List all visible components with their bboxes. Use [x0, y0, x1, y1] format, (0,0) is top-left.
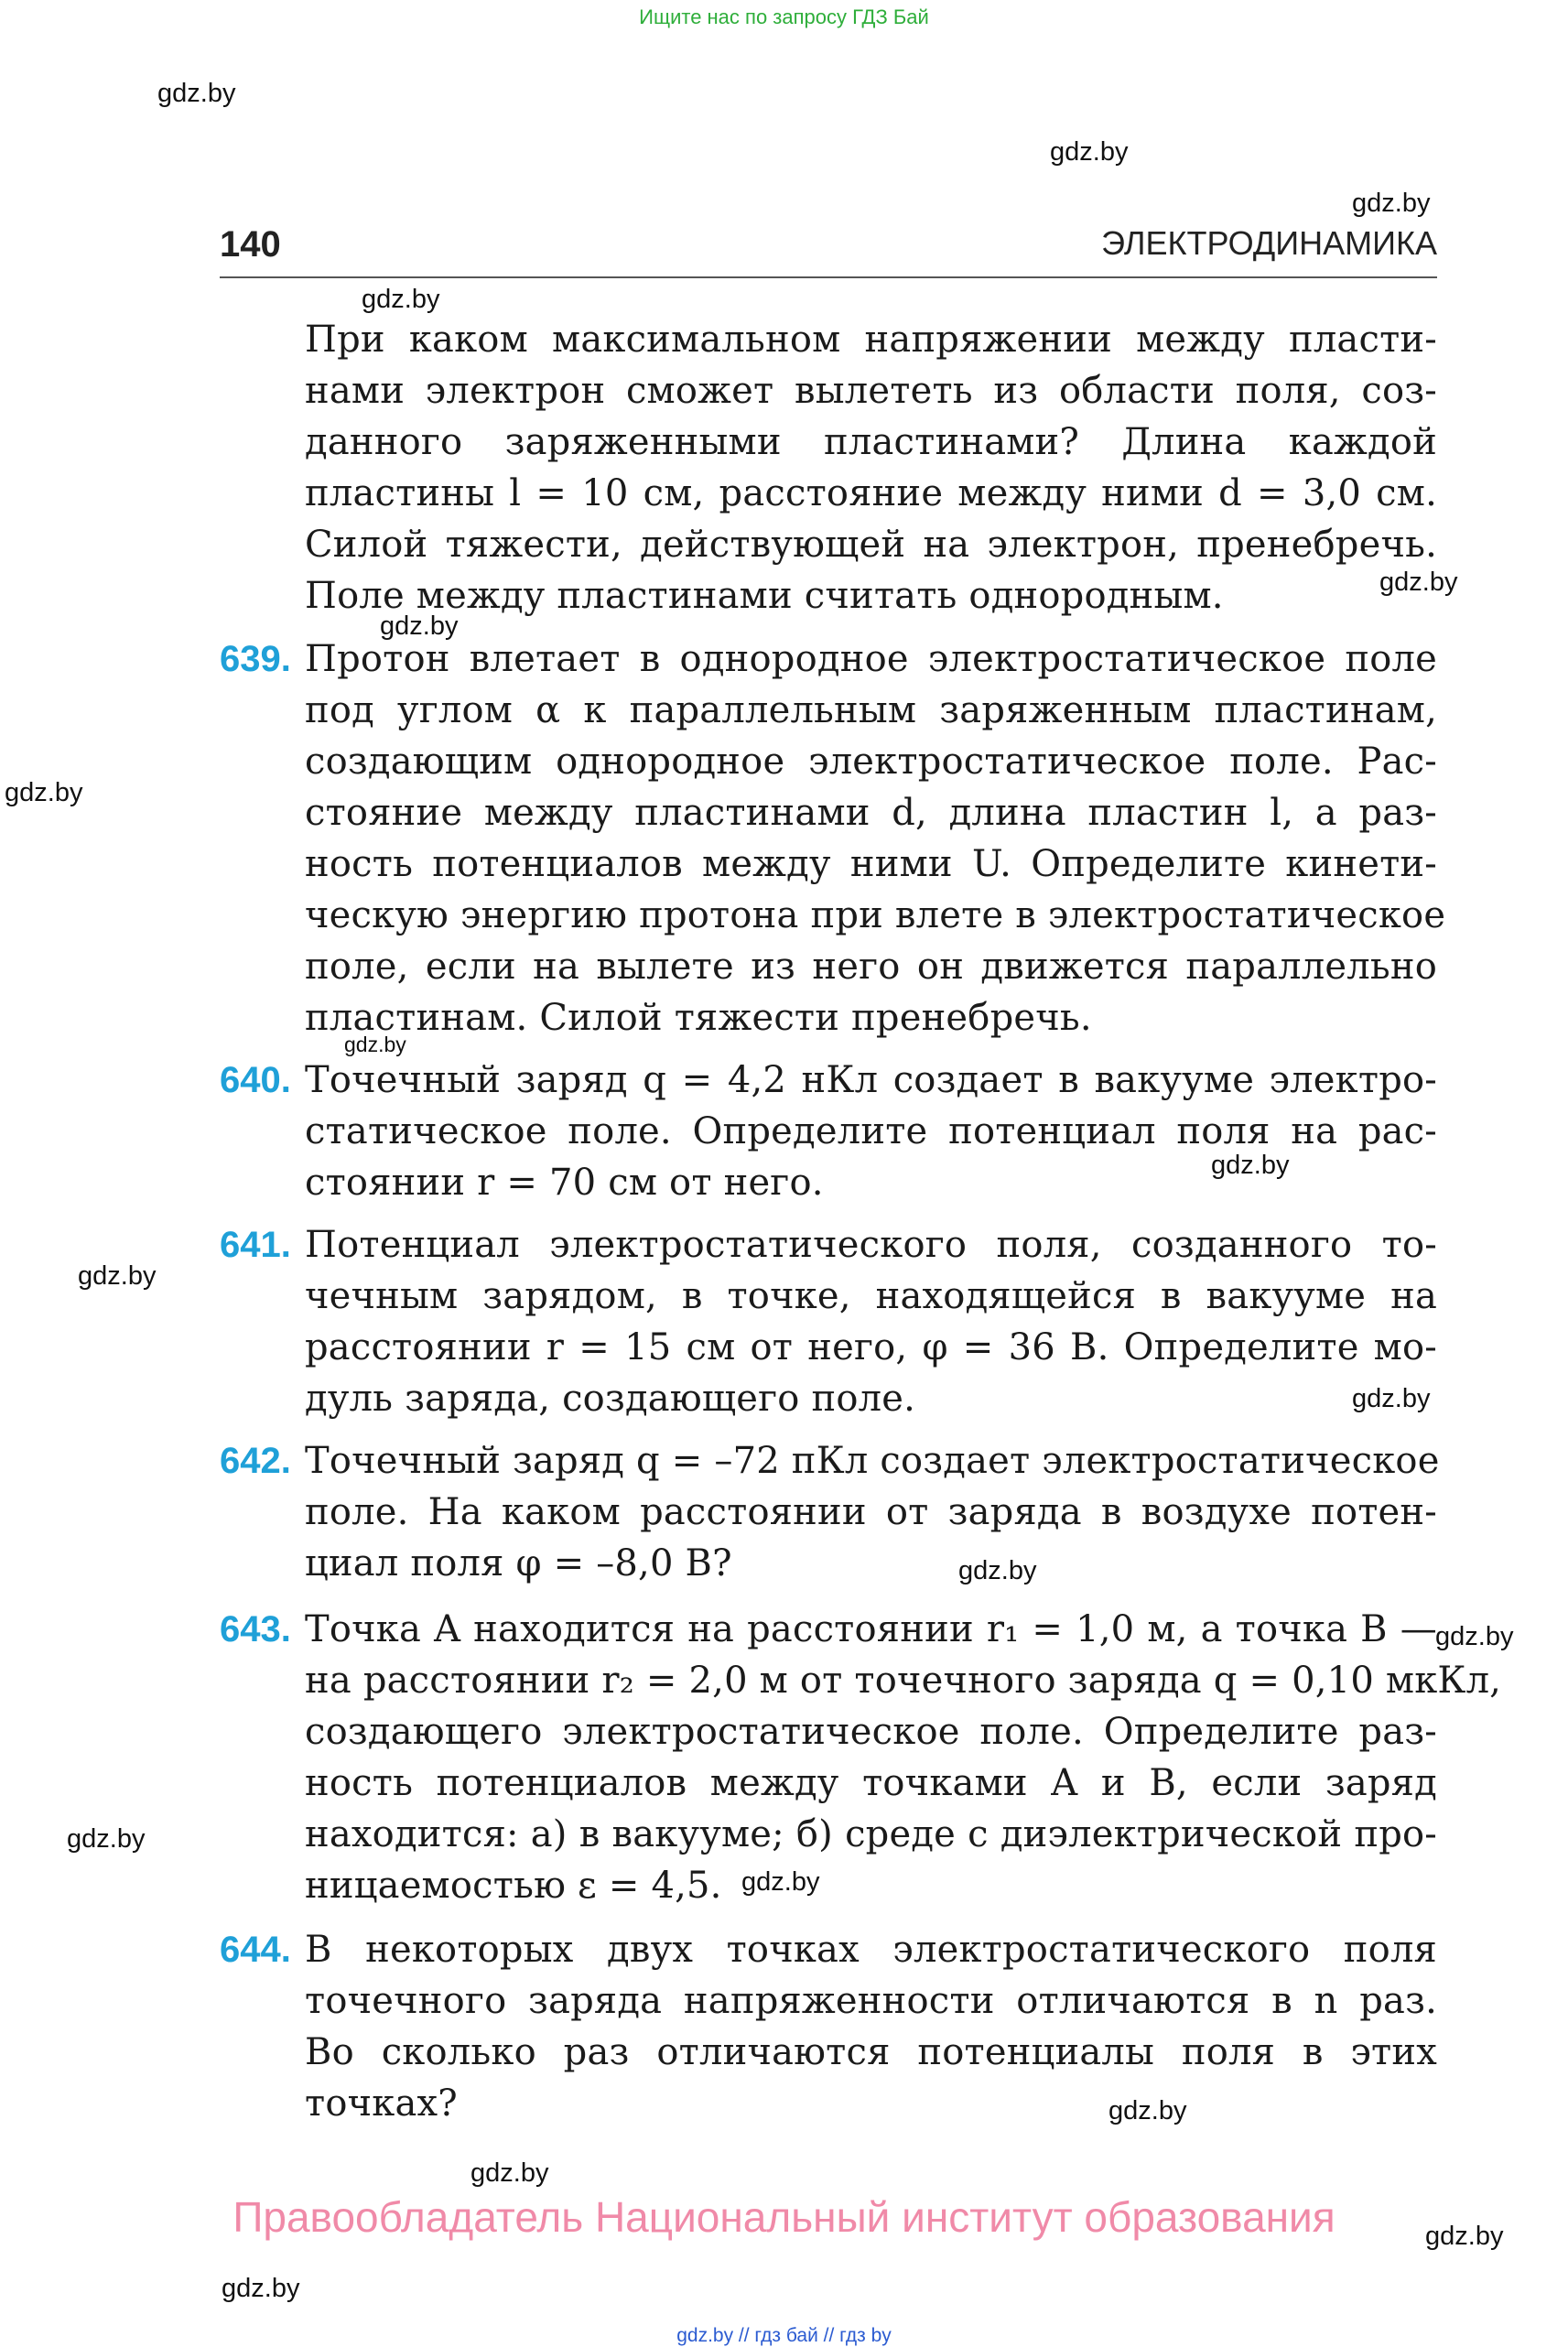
text-line: Точечный заряд q = –72 пКл создает электростатическое: [305, 1440, 1440, 1482]
text-line: Точка A находится на расстоянии r₁ = 1,0 м, а точка B —: [305, 1608, 1437, 1650]
copyright-footer: Правообладатель Национальный институт образования: [232, 2193, 1336, 2241]
text-line: поле. На каком расстоянии от заряда в воздухе потен-: [305, 1491, 1437, 1533]
text-line: циал поля φ = –8,0 В?: [305, 1542, 732, 1584]
text-line: Поле между пластинами считать однородным.: [305, 575, 1224, 617]
problem-number: 644.: [220, 1930, 291, 1970]
header-rule: [220, 276, 1437, 278]
text-line: Протон влетает в однородное электростатическое поле: [305, 638, 1437, 680]
text-line: Потенциал электростатического поля, созданного то-: [305, 1224, 1437, 1266]
text-line: точечного заряда напряженности отличаются в n раз.: [305, 1980, 1437, 2022]
text-line: находится: а) в вакууме; б) среде с диэлектрической про-: [305, 1813, 1437, 1855]
problem-number: 643.: [220, 1609, 291, 1649]
watermark: gdz.by: [344, 1033, 406, 1056]
problem-number: 641.: [220, 1225, 291, 1265]
top-note: Ищите нас по запросу ГДЗ Бай: [639, 5, 929, 28]
watermark: gdz.by: [362, 285, 440, 314]
text-line: под углом α к параллельным заряженным пластинам,: [305, 689, 1437, 731]
watermark: gdz.by: [157, 79, 236, 108]
bottom-note: gdz.by // гдз бай // гдз by: [676, 2325, 892, 2346]
page-number: 140: [220, 224, 281, 265]
text-line: пластинам. Силой тяжести пренебречь.: [305, 997, 1092, 1039]
watermark: gdz.by: [222, 2274, 300, 2303]
watermark: gdz.by: [1352, 1384, 1431, 1413]
text-line: нами электрон сможет вылететь из области поля, соз-: [305, 370, 1437, 412]
watermark: gdz.by: [741, 1867, 820, 1897]
text-line: В некоторых двух точках электростатического поля: [305, 1929, 1437, 1971]
text-line: поле, если на вылете из него он движется параллельно: [305, 946, 1437, 988]
text-line: создающего электростатическое поле. Определите раз-: [305, 1711, 1437, 1753]
text-line: чечным зарядом, в точке, находящейся в вакууме на: [305, 1275, 1437, 1317]
watermark: gdz.by: [470, 2158, 549, 2188]
text-line: дуль заряда, создающего поле.: [305, 1378, 916, 1420]
text-line: Во сколько раз отличаются потенциалы поля в этих: [305, 2031, 1437, 2073]
text-line: пластины l = 10 см, расстояние между ними d = 3,0 см.: [305, 472, 1437, 514]
text-line: ницаемостью ε = 4,5.: [305, 1865, 722, 1907]
watermark: gdz.by: [1352, 189, 1431, 218]
watermark: gdz.by: [1435, 1622, 1514, 1651]
watermark: gdz.by: [5, 778, 83, 807]
watermark: gdz.by: [1379, 568, 1458, 597]
watermark: gdz.by: [1211, 1151, 1290, 1180]
watermark: gdz.by: [78, 1261, 157, 1291]
section-title: ЭЛЕКТРОДИНАМИКА: [1101, 224, 1437, 262]
problem-number: 640.: [220, 1060, 291, 1100]
text-line: ность потенциалов между точками A и B, если заряд: [305, 1762, 1437, 1804]
watermark: gdz.by: [1425, 2222, 1504, 2251]
watermark: gdz.by: [1050, 137, 1129, 167]
text-line: на расстоянии r₂ = 2,0 м от точечного заряда q = 0,10 мкКл,: [305, 1660, 1502, 1702]
text-line: расстоянии r = 15 см от него, φ = 36 В. Определите мо-: [305, 1326, 1437, 1368]
text-line: точках?: [305, 2082, 458, 2125]
text-line: ческую энергию протона при влете в электростатическое: [305, 894, 1446, 936]
text-line: статическое поле. Определите потенциал поля на рас-: [305, 1110, 1437, 1152]
text-line: Силой тяжести, действующей на электрон, пренебречь.: [305, 524, 1437, 566]
text-line: создающим однородное электростатическое поле. Рас-: [305, 741, 1437, 783]
text-line: При каком максимальном напряжении между пласти-: [305, 319, 1437, 361]
text-line: стояние между пластинами d, длина пластин l, а раз-: [305, 792, 1437, 834]
text-line: Точечный заряд q = 4,2 нКл создает в вакууме электро-: [305, 1059, 1437, 1101]
problem-number: 639.: [220, 639, 291, 679]
watermark: gdz.by: [1108, 2096, 1187, 2125]
text-line: данного заряженными пластинами? Длина каждой: [305, 421, 1437, 463]
problem-number: 642.: [220, 1441, 291, 1481]
watermark: gdz.by: [380, 611, 459, 641]
watermark: gdz.by: [67, 1824, 146, 1854]
text-line: ность потенциалов между ними U. Определите кинети-: [305, 843, 1437, 885]
text-line: стоянии r = 70 см от него.: [305, 1162, 824, 1204]
watermark: gdz.by: [958, 1556, 1037, 1585]
